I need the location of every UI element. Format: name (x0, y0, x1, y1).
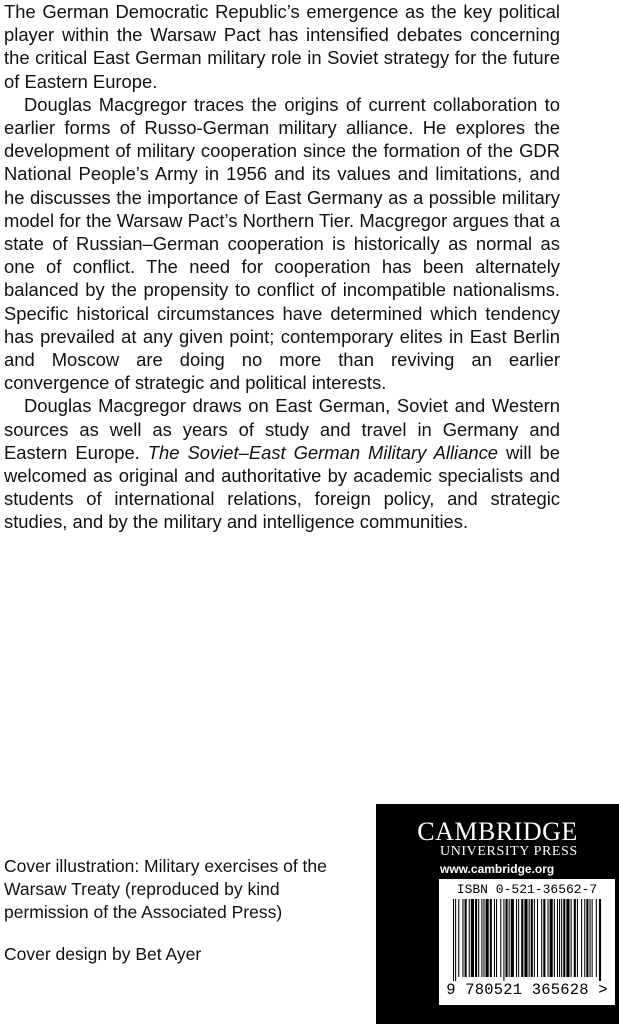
barcode-bar (534, 899, 535, 977)
barcode-bar (471, 899, 474, 977)
barcode-bar (571, 899, 572, 977)
barcode-bar (557, 899, 558, 977)
barcode-bar (566, 899, 569, 977)
barcode-bar (524, 899, 527, 977)
barcode-bar (518, 899, 519, 977)
barcode-bar (465, 899, 467, 977)
barcode-bar (469, 899, 470, 977)
barcode-bar (584, 899, 585, 977)
barcode-bar (541, 899, 542, 977)
cover-credits (4, 855, 364, 966)
barcode-bar (559, 899, 560, 977)
barcode-bar (500, 899, 501, 977)
barcode-bar (548, 899, 549, 977)
barcode-icon (451, 899, 603, 981)
barcode-bar (599, 899, 601, 981)
blurb-paragraph-3 (4, 394, 560, 533)
barcode-label (439, 879, 615, 1005)
barcode-bar (577, 899, 578, 977)
barcode-bar (586, 899, 588, 977)
barcode-bar (581, 899, 582, 977)
blurb-paragraph-3-end: will be welcomed as original and authoritative by academic specialists and students of international relations, foreign policy, and strategic studies, and by the military and intelligence communities. (4, 441, 561, 533)
blurb-paragraph-1: The German Democratic Republic’s emergence as the key political player within the Warsaw Pact has intensified debates concerning the critical East German military role in Soviet strategy for the future of Eastern Europe. (4, 1, 560, 92)
publisher-panel (376, 804, 619, 1024)
barcode-bar (531, 899, 533, 977)
barcode-bar (481, 899, 482, 977)
publisher-subtitle: UNIVERSITY PRESS (440, 844, 578, 859)
barcode-bar (554, 899, 555, 977)
publisher-url: www.cambridge.org (440, 862, 555, 876)
barcode-bar (462, 899, 463, 977)
barcode-bar (496, 899, 497, 977)
barcode-bar (511, 899, 514, 977)
barcode-bar (490, 899, 492, 977)
barcode-bar (537, 899, 538, 977)
ean-digits: 9 780521 365628 > (446, 981, 608, 999)
publisher-name: CAMBRIDGE (417, 817, 578, 846)
barcode-bar (521, 899, 523, 977)
isbn-number: ISBN 0-521-36562-7 (456, 882, 598, 897)
cover-design-credit: Cover design by Bet Ayer (4, 944, 202, 965)
barcode-bar (478, 899, 479, 977)
barcode-bar (494, 899, 495, 977)
barcode-bar (543, 899, 545, 977)
blurb-paragraph-2: Douglas Macgregor traces the origins of current collaboration to earlier forms of Russo-German military alliance. He explores the development of military cooperation since the formation of the GDR National People’s Army in 1956 and its values and limitations, and he discusses the importance of East Germany as a possible military model for the Warsaw Pact’s Northern Tier. Macgregor argues that a state of Russian–German cooperation is historically as normal as one of conflict. The need for cooperation has been alternately balanced by the propensity to conflict of incompatible nationalisms. Specific historical circumstances have determined which tendency has prevailed at any given point; contemporary elites in East Berlin and Moscow are doing no more than reviving an earlier convergence of strategic and political interests. (4, 93, 560, 394)
barcode-bar (561, 899, 562, 977)
barcode-bar (590, 899, 591, 977)
barcode-bar (592, 899, 593, 977)
barcode-bar (550, 899, 553, 977)
barcode-bar (596, 899, 597, 977)
barcode-bar (486, 899, 489, 977)
cover-illustration-credit: Cover illustration: Military exercises of the Warsaw Treaty (reproduced by kind permission of the Associated Press) (4, 856, 327, 922)
barcode-bar (458, 899, 459, 977)
barcode-bar (483, 899, 484, 977)
barcode-bar (516, 899, 517, 977)
barcode-bar (503, 899, 504, 981)
back-cover-blurb (4, 0, 560, 534)
barcode-bar (453, 899, 454, 981)
barcode-bar (574, 899, 576, 977)
barcode-bar (509, 899, 510, 977)
barcode-bar (563, 899, 565, 977)
barcode-bar (529, 899, 530, 977)
book-title-italic: The Soviet–East German Military Alliance (147, 441, 499, 463)
barcode-bar (475, 899, 477, 977)
blurb-paragraph-3-start: Douglas Macgregor draws on East German, Soviet and Western sources as well as years of study and travel in Germany and Eastern Europe. (4, 395, 560, 463)
barcode-bar (455, 899, 456, 981)
barcode-bar (506, 899, 508, 977)
